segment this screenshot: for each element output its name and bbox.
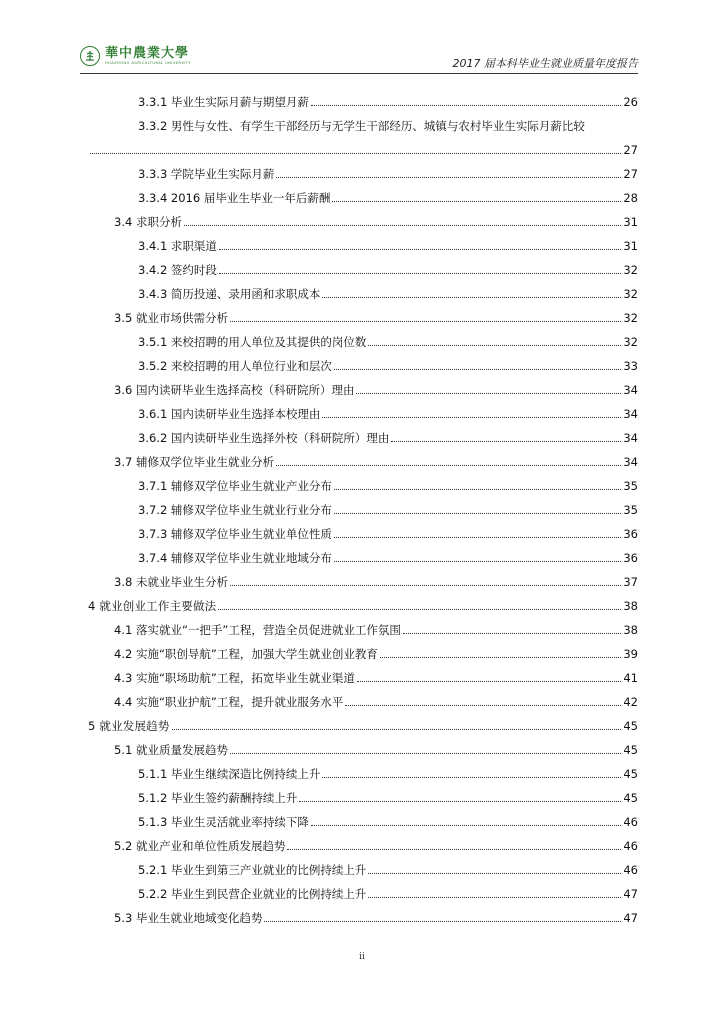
toc-entry-title: 3.7.4 辅修双学位毕业生就业地域分布 [138, 551, 332, 565]
toc-entry[interactable] [138, 162, 638, 182]
toc-entry-title: 5.2.1 毕业生到第三产业就业的比例持续上升 [138, 863, 367, 877]
toc-entry-page: 35 [623, 479, 638, 493]
toc-entry-page: 46 [623, 839, 638, 853]
toc-entry-page: 45 [623, 743, 638, 757]
toc-entry-title: 4.1 落实就业“一把手”工程，营造全员促进就业工作氛围 [114, 623, 401, 637]
dot-leader [219, 249, 621, 250]
toc-entry-page: 36 [623, 527, 638, 541]
toc-entry-title: 3.3.1 毕业生实际月薪与期望月薪 [138, 95, 309, 109]
logo-english-name: HUAZHONG AGRICULTURAL UNIVERSITY [105, 60, 192, 65]
dot-leader [334, 369, 621, 370]
dot-leader [218, 609, 621, 610]
toc-entry[interactable] [114, 570, 638, 590]
toc-entry[interactable] [114, 210, 638, 230]
dot-leader [287, 849, 621, 850]
toc-entry[interactable] [138, 546, 638, 566]
dot-leader [276, 465, 621, 466]
dot-leader [334, 513, 621, 514]
toc-entry-page: 32 [623, 311, 638, 325]
dot-leader [276, 177, 621, 178]
toc-entry-page: 34 [623, 407, 638, 421]
toc-entry-title: 3.6 国内读研毕业生选择高校（科研院所）理由 [114, 383, 355, 397]
toc-entry-title: 4.3 实施“职场助航”工程，拓宽毕业生就业渠道 [114, 671, 355, 685]
toc-entry-title: 4.4 实施“职业护航”工程，提升就业服务水平 [114, 695, 344, 709]
dot-leader [219, 273, 621, 274]
toc-entry-title: 5.1.2 毕业生签约薪酬持续上升 [138, 791, 298, 805]
toc-entry-page: 41 [623, 671, 638, 685]
toc-entry-page: 31 [623, 239, 638, 253]
toc-entry-page: 35 [623, 503, 638, 517]
report-title: 2017 届本科毕业生就业质量年度报告 [452, 57, 638, 70]
toc-entry-title: 5 就业发展趋势 [88, 719, 170, 733]
dot-leader [172, 729, 622, 730]
dot-leader [184, 225, 621, 226]
dot-leader [322, 417, 621, 418]
dot-leader [264, 921, 621, 922]
toc-entry[interactable] [88, 138, 638, 158]
toc-wrapped-title[interactable]: 3.3.2 男性与女性、有学生干部经历与无学生干部经历、城镇与农村毕业生实际月薪比较 [138, 119, 585, 133]
toc-entry[interactable] [114, 834, 638, 854]
dot-leader [90, 153, 621, 154]
dot-leader [368, 897, 621, 898]
dot-leader [299, 801, 621, 802]
toc-entry-page: 28 [623, 191, 638, 205]
toc-entry[interactable] [138, 426, 638, 446]
dot-leader [322, 777, 621, 778]
toc-entry-title: 3.5.1 来校招聘的用人单位及其提供的岗位数 [138, 335, 367, 349]
toc-entry[interactable] [138, 354, 638, 374]
toc-entry[interactable] [138, 258, 638, 278]
toc-entry[interactable] [114, 618, 638, 638]
dot-leader [311, 825, 621, 826]
toc-entry-page: 45 [623, 767, 638, 781]
toc-entry[interactable] [138, 786, 638, 806]
toc-entry[interactable] [138, 234, 638, 254]
toc-entry[interactable] [138, 282, 638, 302]
toc-entry-title: 3.7.2 辅修双学位毕业生就业行业分布 [138, 503, 332, 517]
toc-entry[interactable] [138, 810, 638, 830]
toc-entry[interactable] [114, 666, 638, 686]
toc-entry[interactable] [138, 330, 638, 350]
dot-leader [230, 321, 621, 322]
toc-entry-page: 34 [623, 455, 638, 469]
toc-entry-title: 3.4.3 简历投递、录用函和求职成本 [138, 287, 321, 301]
toc-entry[interactable] [114, 738, 638, 758]
seal-icon [80, 46, 100, 66]
logo-chinese-name: 華中農業大學 [105, 45, 190, 61]
toc-entry-title: 5.3 毕业生就业地域变化趋势 [114, 911, 263, 925]
toc-entry-page: 32 [623, 335, 638, 349]
dot-leader [345, 705, 621, 706]
toc-entry-title: 3.7.3 辅修双学位毕业生就业单位性质 [138, 527, 332, 541]
toc-entry[interactable] [138, 522, 638, 542]
header-divider [80, 73, 638, 74]
toc-entry-title: 5.1.3 毕业生灵活就业率持续下降 [138, 815, 309, 829]
toc-entry[interactable] [138, 498, 638, 518]
toc-entry[interactable] [114, 642, 638, 662]
dot-leader [368, 345, 621, 346]
toc-entry-title: 3.6.2 国内读研毕业生选择外校（科研院所）理由 [138, 431, 390, 445]
toc-entry[interactable] [114, 906, 638, 926]
toc-entry-page: 47 [623, 887, 638, 901]
dot-leader [391, 441, 621, 442]
toc-entry-page: 37 [623, 575, 638, 589]
toc-entry-title: 4.2 实施“职创导航”工程，加强大学生就业创业教育 [114, 647, 378, 661]
toc-entry-title: 3.4.1 求职渠道 [138, 239, 217, 253]
dot-leader [332, 201, 621, 202]
toc-entry[interactable] [88, 714, 638, 734]
toc-entry-page: 39 [623, 647, 638, 661]
toc-entry[interactable] [138, 90, 638, 110]
toc-entry-title: 5.2.2 毕业生到民营企业就业的比例持续上升 [138, 887, 367, 901]
toc-entry-title: 5.1.1 毕业生继续深造比例持续上升 [138, 767, 321, 781]
toc-entry[interactable] [138, 402, 638, 422]
toc-entry-page: 38 [623, 623, 638, 637]
toc-entry-page: 36 [623, 551, 638, 565]
toc-entry-title: 5.2 就业产业和单位性质发展趋势 [114, 839, 286, 853]
toc-entry[interactable] [138, 882, 638, 902]
toc-entry-title: 3.3.3 学院毕业生实际月薪 [138, 167, 275, 181]
university-logo [80, 46, 191, 66]
toc-entry[interactable] [114, 450, 638, 470]
toc-entry[interactable] [114, 306, 638, 326]
toc-entry[interactable] [138, 186, 638, 206]
toc-entry-page: 32 [623, 287, 638, 301]
toc-entry-page: 45 [623, 791, 638, 805]
page-number: ii [359, 952, 365, 962]
toc-entry-page: 26 [623, 95, 638, 109]
toc-entry[interactable] [114, 690, 638, 710]
dot-leader [322, 297, 621, 298]
toc-entry-page: 34 [623, 383, 638, 397]
toc-entry-page: 34 [623, 431, 638, 445]
toc-entry-title: 5.1 就业质量发展趋势 [114, 743, 228, 757]
dot-leader [403, 633, 622, 634]
dot-leader [356, 393, 621, 394]
dot-leader [357, 681, 622, 682]
dot-leader [230, 753, 621, 754]
toc-entry[interactable] [88, 594, 638, 614]
dot-leader [230, 585, 621, 586]
toc-entry-page: 42 [623, 695, 638, 709]
dot-leader [380, 657, 622, 658]
toc-entry-title: 3.4.2 签约时段 [138, 263, 217, 277]
toc-entry-title: 3.7.1 辅修双学位毕业生就业产业分布 [138, 479, 332, 493]
toc-entry[interactable] [138, 474, 638, 494]
toc-entry[interactable] [138, 762, 638, 782]
toc-entry-title: 3.4 求职分析 [114, 215, 182, 229]
toc-entry-page: 47 [623, 911, 638, 925]
dot-leader [334, 489, 621, 490]
toc-entry-title: 3.7 辅修双学位毕业生就业分析 [114, 455, 274, 469]
toc-entry-title: 3.5.2 来校招聘的用人单位行业和层次 [138, 359, 332, 373]
toc-entry-page: 27 [623, 167, 638, 181]
toc-entry-page: 31 [623, 215, 638, 229]
toc-entry-page: 32 [623, 263, 638, 277]
dot-leader [368, 873, 621, 874]
page-header [80, 40, 638, 74]
toc-entry-title: 3.3.4 2016 届毕业生毕业一年后薪酬 [138, 191, 331, 205]
toc-entry-page: 45 [623, 719, 638, 733]
toc-entry-page: 33 [623, 359, 638, 373]
toc-entry-title: 3.8 未就业毕业生分析 [114, 575, 228, 589]
toc-entry-page: 27 [623, 143, 638, 157]
toc-entry-title: 3.5 就业市场供需分析 [114, 311, 228, 325]
dot-leader [334, 537, 621, 538]
toc-entry[interactable] [138, 858, 638, 878]
toc-entry-page: 46 [623, 863, 638, 877]
toc-entry[interactable] [114, 378, 638, 398]
toc-entry-title: 3.6.1 国内读研毕业生选择本校理由 [138, 407, 321, 421]
toc-entry-page: 46 [623, 815, 638, 829]
dot-leader [311, 105, 621, 106]
toc-entry-page: 38 [623, 599, 638, 613]
toc-entry-title: 4 就业创业工作主要做法 [88, 599, 217, 613]
dot-leader [334, 561, 621, 562]
